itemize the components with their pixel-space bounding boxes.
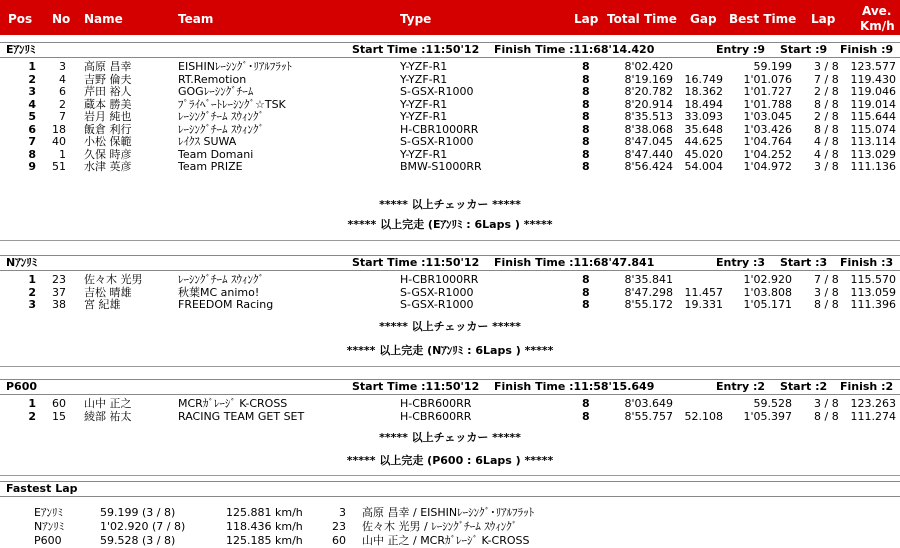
- fastest-no: 23: [332, 520, 346, 533]
- fastest-class: P600: [34, 534, 62, 547]
- cell-total: 8'47.045: [624, 135, 673, 148]
- cell-gap: 35.648: [684, 122, 723, 136]
- cell-best-lap: 8 / 8: [814, 409, 839, 423]
- cell-type: BMW-S1000RR: [400, 160, 482, 173]
- entry-count: Entry :3: [716, 256, 766, 269]
- class-header: [0, 42, 900, 58]
- col-team: Team: [178, 12, 214, 26]
- cell-lap: 8: [582, 298, 590, 311]
- cell-name: 高原 昌幸: [84, 60, 132, 73]
- cell-gap: 19.331: [684, 298, 723, 311]
- cell-best: 1'01.076: [743, 72, 792, 86]
- cell-total: 8'56.424: [624, 160, 673, 173]
- fastest-lap-row: [0, 506, 900, 519]
- fastest-rider: 山中 正之 / MCRｶﾞﾚｰｼﾞ K-CROSS: [362, 534, 530, 547]
- cell-total: 8'47.298: [624, 285, 673, 299]
- cell-type: Y-YZF-R1: [400, 60, 448, 73]
- table-row: [0, 273, 900, 286]
- cell-type: S-GSX-R1000: [400, 298, 474, 311]
- finish-count: Finish :2: [840, 380, 894, 393]
- cell-type: S-GSX-R1000: [400, 285, 474, 299]
- cell-best-lap: 3 / 8: [814, 160, 839, 173]
- finish-time: Finish Time :11:58'15.649: [494, 380, 655, 393]
- entry-count: Entry :9: [716, 43, 766, 56]
- cell-lap: 8: [582, 97, 590, 111]
- cell-best-lap: 4 / 8: [814, 147, 839, 161]
- cell-ave: 123.577: [850, 60, 896, 73]
- cell-best-lap: 8 / 8: [814, 298, 839, 311]
- cell-gap: 16.749: [684, 72, 723, 86]
- cell-total: 8'55.172: [624, 298, 673, 311]
- cell-lap: 8: [582, 122, 590, 136]
- cell-best-lap: 8 / 8: [814, 122, 839, 136]
- cell-pos: 1: [28, 60, 36, 73]
- cell-no: 40: [52, 135, 66, 148]
- cell-pos: 7: [28, 135, 36, 148]
- cell-ave: 115.570: [850, 273, 896, 286]
- cell-name: 蔵本 勝美: [84, 97, 132, 111]
- cell-no: 1: [59, 147, 66, 161]
- cell-best: 59.528: [753, 397, 792, 410]
- cell-pos: 1: [28, 273, 36, 286]
- cell-ave: 115.074: [850, 122, 896, 136]
- table-row: [0, 60, 900, 73]
- table-row: [0, 148, 900, 161]
- cell-best: 1'03.426: [743, 122, 792, 136]
- cell-team: MCRｶﾞﾚｰｼﾞ K-CROSS: [178, 397, 288, 410]
- finish-count: Finish :9: [840, 43, 894, 56]
- cell-best-lap: 2 / 8: [814, 85, 839, 98]
- cell-no: 15: [52, 409, 66, 423]
- cell-type: H-CBR1000RR: [400, 122, 479, 136]
- cell-gap: 52.108: [684, 409, 723, 423]
- cell-gap: 54.004: [684, 160, 723, 173]
- cell-lap: 8: [582, 110, 590, 123]
- cell-best: 1'04.972: [743, 160, 792, 173]
- cell-ave: 113.059: [850, 285, 896, 299]
- cell-lap: 8: [582, 85, 590, 98]
- cell-lap: 8: [582, 160, 590, 173]
- cell-gap: 11.457: [684, 285, 723, 299]
- cell-best-lap: 3 / 8: [814, 397, 839, 410]
- cell-name: 吉松 晴雄: [84, 285, 132, 299]
- checker-note: ***** 以上チェッカー *****: [379, 431, 521, 444]
- cell-type: Y-YZF-R1: [400, 147, 448, 161]
- cell-gap: 45.020: [684, 147, 723, 161]
- col-type: Type: [400, 12, 432, 26]
- fastest-time: 59.199 (3 / 8): [100, 506, 176, 519]
- fastest-speed: 125.881 km/h: [226, 506, 303, 519]
- cell-gap: 44.625: [684, 135, 723, 148]
- cell-type: H-CBR1000RR: [400, 273, 479, 286]
- cell-no: 37: [52, 285, 66, 299]
- table-row: [0, 286, 900, 299]
- table-row: [0, 410, 900, 423]
- cell-team: 秋葉MC animo!: [178, 285, 260, 299]
- cell-best: 1'04.252: [743, 147, 792, 161]
- cell-type: Y-YZF-R1: [400, 72, 448, 86]
- cell-best-lap: 3 / 8: [814, 285, 839, 299]
- completed-note: ***** 以上完走 (Eｱﾝﾘﾐ : 6Laps ) *****: [347, 218, 553, 231]
- cell-type: Y-YZF-R1: [400, 110, 448, 123]
- fastest-lap-row: [0, 520, 900, 533]
- start-count: Start :2: [780, 380, 828, 393]
- cell-no: 2: [59, 97, 66, 111]
- col-pos: Pos: [8, 12, 33, 26]
- cell-name: 水津 英彦: [84, 160, 132, 173]
- fastest-speed: 125.185 km/h: [226, 534, 303, 547]
- cell-team: GOGﾚｰｼﾝｸﾞﾁｰﾑ: [178, 85, 254, 98]
- table-row: [0, 73, 900, 86]
- col-lap: Lap: [574, 12, 599, 26]
- cell-ave: 113.029: [850, 147, 896, 161]
- fastest-rider: 高原 昌幸 / EISHINﾚｰｼﾝｸﾞ･ﾘｱﾙﾌﾗｯﾄ: [362, 506, 535, 519]
- cell-lap: 8: [582, 397, 590, 410]
- cell-pos: 3: [28, 85, 36, 98]
- cell-ave: 113.114: [850, 135, 896, 148]
- cell-pos: 9: [28, 160, 36, 173]
- cell-type: H-CBR600RR: [400, 409, 472, 423]
- cell-no: 51: [52, 160, 66, 173]
- cell-name: 山中 正之: [84, 397, 132, 410]
- table-row: [0, 98, 900, 111]
- cell-lap: 8: [582, 60, 590, 73]
- start-count: Start :9: [780, 43, 828, 56]
- cell-ave: 123.263: [850, 397, 896, 410]
- cell-team: FREEDOM Racing: [178, 298, 274, 311]
- cell-ave: 119.430: [850, 72, 896, 86]
- cell-pos: 8: [28, 147, 36, 161]
- cell-best-lap: 4 / 8: [814, 135, 839, 148]
- cell-name: 岩月 純也: [84, 110, 132, 123]
- cell-name: 久保 時彦: [84, 147, 132, 161]
- col-best-lap: Lap: [811, 12, 836, 26]
- cell-lap: 8: [582, 147, 590, 161]
- start-time: Start Time :11:50'12: [352, 256, 480, 269]
- entry-count: Entry :2: [716, 380, 766, 393]
- fastest-class: Nｱﾝﾘﾐ: [34, 520, 65, 533]
- cell-name: 芹田 裕人: [84, 85, 132, 98]
- cell-gap: 18.362: [684, 85, 723, 98]
- cell-total: 8'19.169: [624, 72, 673, 86]
- cell-gap: 33.093: [684, 110, 723, 123]
- cell-total: 8'02.420: [624, 60, 673, 73]
- cell-team: ﾚｰｼﾝｸﾞﾁｰﾑ ｽｳｨﾝｸﾞ: [178, 273, 264, 286]
- cell-best: 1'04.764: [743, 135, 792, 148]
- cell-best-lap: 8 / 8: [814, 97, 839, 111]
- finish-time: Finish Time :11:68'47.841: [494, 256, 655, 269]
- cell-name: 佐々木 光男: [84, 273, 143, 286]
- cell-total: 8'35.513: [624, 110, 673, 123]
- cell-team: ﾚｰｼﾝｸﾞﾁｰﾑ ｽｳｨﾝｸﾞ: [178, 122, 264, 136]
- table-row: [0, 123, 900, 136]
- col-ave: Ave.: [862, 4, 892, 18]
- cell-total: 8'47.440: [624, 147, 673, 161]
- cell-best-lap: 2 / 8: [814, 110, 839, 123]
- cell-best: 1'05.171: [743, 298, 792, 311]
- cell-pos: 2: [28, 409, 36, 423]
- cell-type: S-GSX-R1000: [400, 135, 474, 148]
- class-name: P600: [6, 380, 38, 393]
- finish-time: Finish Time :11:68'14.420: [494, 43, 655, 56]
- col-total-time: Total Time: [607, 12, 677, 26]
- col-gap: Gap: [690, 12, 717, 26]
- cell-team: EISHINﾚｰｼﾝｸﾞ･ﾘｱﾙﾌﾗｯﾄ: [178, 60, 292, 73]
- class-header: [0, 379, 900, 395]
- completed-note: ***** 以上完走 (Nｱﾝﾘﾐ : 6Laps ) *****: [346, 344, 554, 357]
- cell-no: 7: [59, 110, 66, 123]
- cell-pos: 5: [28, 110, 36, 123]
- fastest-speed: 118.436 km/h: [226, 520, 303, 533]
- cell-best: 59.199: [753, 60, 792, 73]
- cell-lap: 8: [582, 135, 590, 148]
- cell-lap: 8: [582, 273, 590, 286]
- cell-best: 1'01.788: [743, 97, 792, 111]
- cell-pos: 3: [28, 298, 36, 311]
- cell-ave: 111.274: [850, 409, 896, 423]
- results-header: [0, 0, 900, 35]
- col-no: No: [52, 12, 71, 26]
- section-divider: [0, 366, 900, 367]
- fastest-time: 59.528 (3 / 8): [100, 534, 176, 547]
- col-name: Name: [84, 12, 123, 26]
- cell-team: ﾚｲｸｽ SUWA: [178, 135, 237, 148]
- fastest-lap-header: [0, 481, 900, 497]
- cell-ave: 119.046: [850, 85, 896, 98]
- cell-type: S-GSX-R1000: [400, 85, 474, 98]
- table-row: [0, 298, 900, 311]
- start-count: Start :3: [780, 256, 828, 269]
- cell-total: 8'35.841: [624, 273, 673, 286]
- cell-pos: 2: [28, 285, 36, 299]
- cell-total: 8'20.782: [624, 85, 673, 98]
- cell-team: RT.Remotion: [178, 72, 247, 86]
- fastest-no: 3: [339, 506, 346, 519]
- fastest-class: Eｱﾝﾘﾐ: [34, 506, 63, 519]
- cell-team: ﾌﾟﾗｲﾍﾞｰﾄﾚｰｼﾝｸﾞ☆TSK: [178, 97, 286, 111]
- cell-total: 8'55.757: [624, 409, 673, 423]
- cell-best: 1'01.727: [743, 85, 792, 98]
- fastest-time: 1'02.920 (7 / 8): [100, 520, 186, 533]
- cell-best-lap: 3 / 8: [814, 60, 839, 73]
- cell-no: 4: [59, 72, 66, 86]
- section-divider: [0, 240, 900, 241]
- cell-no: 3: [59, 60, 66, 73]
- cell-lap: 8: [582, 409, 590, 423]
- class-header: [0, 255, 900, 271]
- checker-note: ***** 以上チェッカー *****: [379, 198, 521, 211]
- cell-ave: 111.136: [850, 160, 896, 173]
- cell-pos: 4: [28, 97, 36, 111]
- cell-lap: 8: [582, 72, 590, 86]
- col-best-time: Best Time: [729, 12, 797, 26]
- cell-best-lap: 7 / 8: [814, 273, 839, 286]
- fastest-lap-title: Fastest Lap: [6, 482, 78, 495]
- cell-pos: 2: [28, 72, 36, 86]
- cell-type: Y-YZF-R1: [400, 97, 448, 111]
- cell-total: 8'38.068: [624, 122, 673, 136]
- cell-name: 小松 保範: [84, 135, 132, 148]
- cell-type: H-CBR600RR: [400, 397, 472, 410]
- class-name: Nｱﾝﾘﾐ: [6, 256, 38, 269]
- cell-best: 1'03.045: [743, 110, 792, 123]
- table-row: [0, 160, 900, 173]
- cell-ave: 111.396: [850, 298, 896, 311]
- cell-best: 1'02.920: [743, 273, 792, 286]
- cell-no: 60: [52, 397, 66, 410]
- cell-team: Team PRIZE: [178, 160, 243, 173]
- cell-best: 1'03.808: [743, 285, 792, 299]
- start-time: Start Time :11:50'12: [352, 43, 480, 56]
- table-row: [0, 397, 900, 410]
- cell-name: 綾部 祐太: [84, 409, 132, 423]
- cell-name: 宮 紀雄: [84, 298, 121, 311]
- cell-no: 18: [52, 122, 66, 136]
- cell-team: RACING TEAM GET SET: [178, 409, 305, 423]
- cell-pos: 6: [28, 122, 36, 136]
- col-kmh: Km/h: [860, 19, 895, 33]
- table-row: [0, 85, 900, 98]
- finish-count: Finish :3: [840, 256, 894, 269]
- cell-no: 23: [52, 273, 66, 286]
- cell-team: Team Domani: [178, 147, 254, 161]
- cell-gap: 18.494: [684, 97, 723, 111]
- table-row: [0, 110, 900, 123]
- table-row: [0, 135, 900, 148]
- cell-best-lap: 7 / 8: [814, 72, 839, 86]
- fastest-rider: 佐々木 光男 / ﾚｰｼﾝｸﾞﾁｰﾑ ｽｳｨﾝｸﾞ: [362, 520, 518, 533]
- cell-total: 8'20.914: [624, 97, 673, 111]
- cell-total: 8'03.649: [624, 397, 673, 410]
- checker-note: ***** 以上チェッカー *****: [379, 320, 521, 333]
- completed-note: ***** 以上完走 (P600 : 6Laps ) *****: [346, 454, 554, 467]
- fastest-lap-row: [0, 534, 900, 547]
- cell-team: ﾚｰｼﾝｸﾞﾁｰﾑ ｽｳｨﾝｸﾞ: [178, 110, 264, 123]
- class-name: Eｱﾝﾘﾐ: [6, 43, 36, 56]
- cell-best: 1'05.397: [743, 409, 792, 423]
- cell-no: 6: [59, 85, 66, 98]
- cell-ave: 119.014: [850, 97, 896, 111]
- cell-name: 吉野 倫夫: [84, 72, 132, 86]
- cell-name: 飯倉 利行: [84, 122, 132, 136]
- cell-no: 38: [52, 298, 66, 311]
- cell-pos: 1: [28, 397, 36, 410]
- cell-lap: 8: [582, 285, 590, 299]
- fastest-no: 60: [332, 534, 346, 547]
- section-divider: [0, 475, 900, 476]
- cell-ave: 115.644: [850, 110, 896, 123]
- start-time: Start Time :11:50'12: [352, 380, 480, 393]
